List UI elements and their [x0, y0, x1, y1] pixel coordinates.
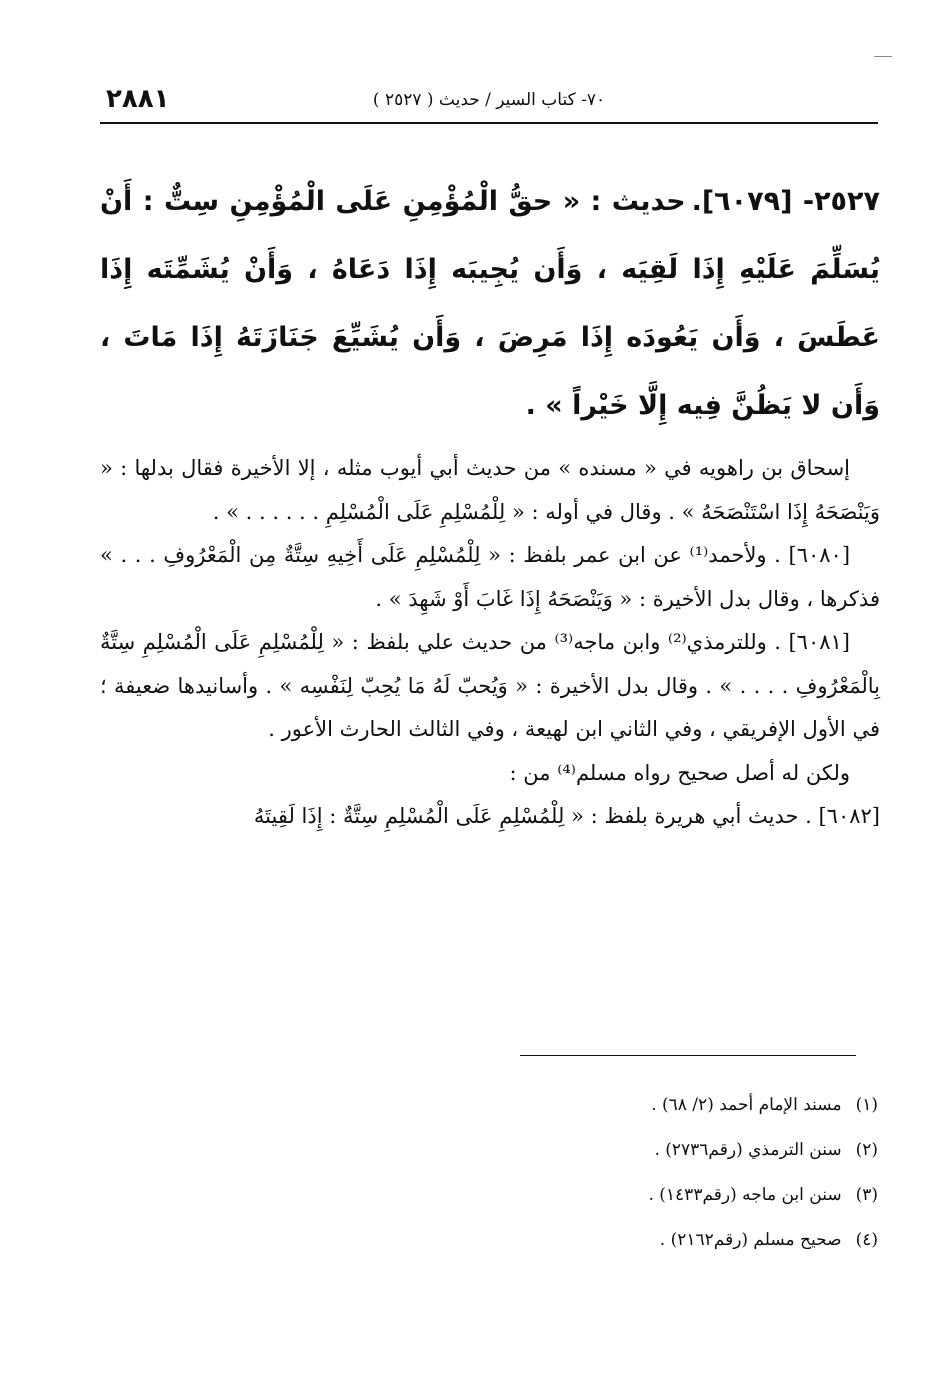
commentary-paragraph: [٦٠٨٠] . ولأحمد⁽¹⁾ عن ابن عمر بلفظ : « لِلْمُسْلِمِ عَلَى أَخِيهِ سِتَّةٌ مِن الْمَعْرُوفِ . . . » فذكرها ، وقال بدل الأخيرة : « وَيَنْصَحَهُ إِذَا غَابَ أَوْ شَهِدَ » . [100, 543, 880, 611]
footnote-text: صحيح مسلم (رقم٢١٦٢) . [659, 1230, 842, 1250]
footnote-item [300, 1173, 878, 1218]
commentary [100, 447, 880, 839]
footnote-text: سنن الترمذي (رقم٢٧٣٦) . [654, 1140, 842, 1160]
hadith-block [100, 168, 880, 440]
footnote-marker: (١) [855, 1095, 878, 1115]
commentary-paragraph: [٦٠٨١] . وللترمذي⁽²⁾ وابن ماجه⁽³⁾ من حديث علي بلفظ : « لِلْمُسْلِمِ عَلَى الْمُسْلِمِ سِتَّةٌ بِالْمَعْرُوفِ . . . . » . وقال بدل الأخيرة : « وَيُحبّ لَهُ مَا يُحِبّ لِنَفْسِه » . وأسانيدها ضعيفة ؛ في الأول الإفريقي ، وفي الثاني ابن لهيعة ، وفي الثالث الحارث الأعور . [100, 630, 880, 741]
commentary-paragraph: ولكن له أصل صحيح رواه مسلم⁽⁴⁾ من : [509, 760, 850, 785]
running-title: ٧٠- كتاب السير / حديث ( ٢٥٢٧ ) [372, 90, 606, 110]
page-header [100, 82, 878, 124]
page-number: ٢٨٨١ [106, 84, 170, 114]
footnote-item [300, 1128, 878, 1173]
footnote-marker: (٤) [855, 1230, 878, 1250]
footnotes [300, 1083, 878, 1263]
footnote-text: مسند الإمام أحمد (٢/ ٦٨) . [651, 1095, 842, 1115]
footnote-marker: (٢) [855, 1140, 878, 1160]
footnote-marker: (٣) [855, 1185, 878, 1205]
footnote-text: سنن ابن ماجه (رقم١٤٣٣) . [648, 1185, 842, 1205]
footnote-item [300, 1218, 878, 1263]
hadith-number: ٢٥٢٧- [٦٠٧٩]. [691, 186, 880, 217]
footnote-divider [520, 1055, 856, 1056]
hadith-text: حديث : « حقُّ الْمُؤْمِنِ عَلَى الْمُؤْمِنِ سِتٌّ : أَنْ يُسَلِّمَ عَلَيْهِ إِذَا لَقِيَه ، وَأَن يُجِيبَه إِذَا دَعَاهُ ، وَأَنْ يُشَمِّتَه إِذَا عَطَسَ ، وَأَن يَعُودَه إِذَا مَرِضَ ، وَأَن يُشَيِّعَ جَنَازَتَهُ إِذَا مَاتَ ، وَأَن لا يَظُنَّ فِيه إِلَّا خَيْراً » . [100, 186, 880, 421]
commentary-paragraph: إسحاق بن راهويه في « مسنده » من حديث أبي أيوب مثله ، إلا الأخيرة فقال بدلها : « وَيَنْصَحَهُ إِذَا اسْتَنْصَحَهُ » . وقال في أوله : « لِلْمُسْلِمِ عَلَى الْمُسْلِمِ . . . . . . » . [100, 456, 880, 524]
scan-mark [874, 56, 892, 57]
commentary-paragraph: [٦٠٨٢] . حديث أبي هريرة بلفظ : « لِلْمُسْلِمِ عَلَى الْمُسْلِمِ سِتَّةٌ : إِذَا لَقِيتَهُ [253, 804, 880, 828]
footnote-item [300, 1083, 878, 1128]
